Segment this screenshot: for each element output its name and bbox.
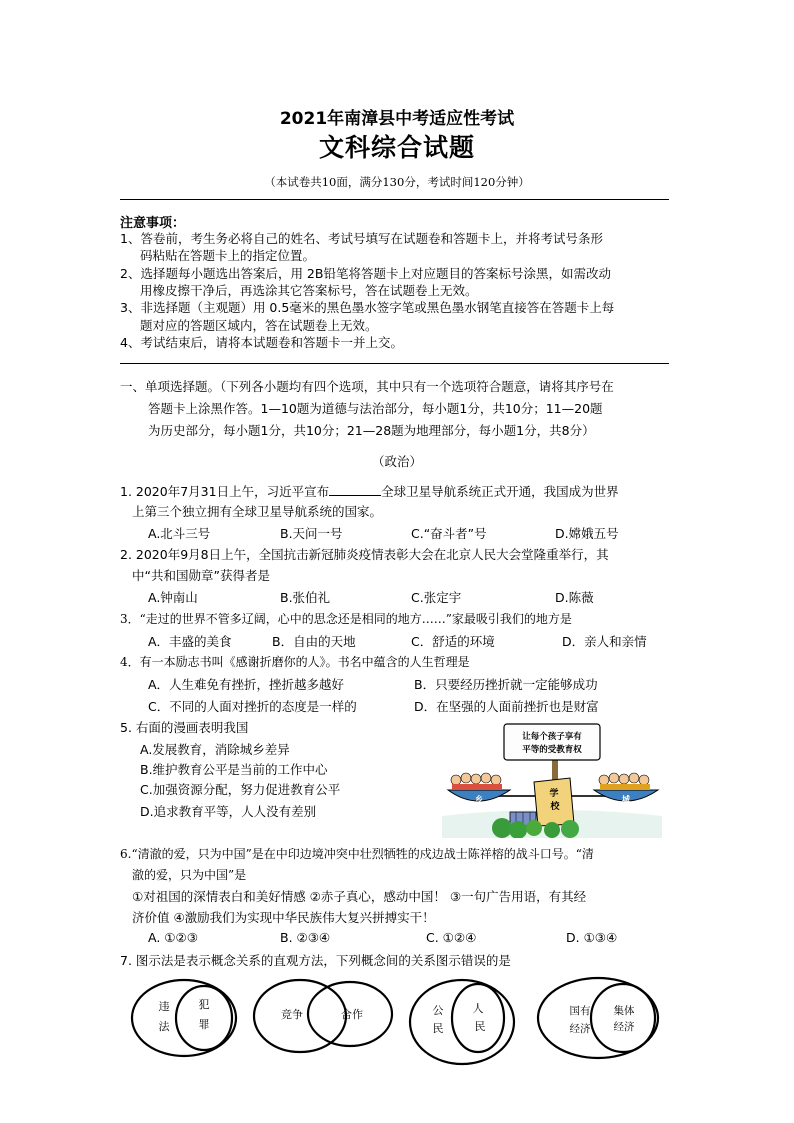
q3-option-d: D．亲人和亲情 [562,634,647,649]
kids-left [451,773,502,790]
divider-top [120,199,669,200]
q3-option-b: B．自由的天地 [272,634,356,649]
q1-option-b: B.天问一号 [280,526,343,541]
diagram-b [254,980,392,1052]
diagram-a-label: 罪 [198,1018,210,1031]
q6-stem-cont: 澈的爱，只为中国”是 [132,868,247,882]
question-1-stem [120,482,619,500]
diagram-c [410,980,514,1064]
notice-line: 1、答卷前，考生务必将自己的姓名、考试号填写在试题卷和答题卡上，并将考试号条形 [120,231,603,246]
q5-option-a: A.发展教育，消除城乡差异 [140,742,290,757]
diagram-a [132,980,236,1056]
section-instruction: 为历史部分，每小题1分，共10分；21—28题为地理部分，每小题1分，共8分） [148,423,595,438]
q5-option-c: C.加强资源分配，努力促进教育公平 [140,782,341,797]
exam-title-line2: 文科综合试题 [318,133,475,162]
sign-text: 平等的受教育权 [522,745,582,755]
notice-line: 码粘贴在答题卡上的指定位置。 [140,248,316,263]
q1-option-a: A.北斗三号 [148,526,211,541]
diagram-a-label: 违 [158,1000,170,1013]
q6-statements: ①对祖国的深情表白和美好情感 ②赤子真心，感动中国！ ③一句广告用语，有其经 [132,889,587,904]
diagram-d [538,978,658,1058]
q6-option-c: C. ①②④ [426,930,477,945]
concept-diagrams [128,974,668,1074]
question-4-stem: 4．有一本励志书叫《感谢折磨你的人》。书名中蕴含的人生哲理是 [120,655,470,669]
q2-stem-cont: 中“共和国勋章”获得者是 [132,568,270,583]
answer-blank [329,485,381,496]
section-instruction: 一、单项选择题。（下列各小题均有四个选项，其中只有一个选项符合题意，请将其序号在 [120,379,614,394]
exam-title-line1: 2021年南漳县中考适应性考试 [279,109,515,129]
diagram-d-label: 经济 [613,1021,635,1033]
q4-option-a: A．人生难免有挫折，挫折越多越好 [148,677,345,692]
notice-line: 2、选择题每小题选出答案后，用 2B铅笔将答题卡上对应题目的答案标号涂黑，如需改动 [120,266,611,281]
school-label: 学 [549,789,559,799]
sign-text: 让每个孩子享有 [522,732,582,742]
diagram-d-label: 国有 [569,1005,591,1017]
divider-bottom [120,363,669,364]
q6-statements-cont: 济价值 ④激励我们为实现中华民族伟大复兴拼搏实干！ [132,910,435,925]
q2-option-a: A.钟南山 [148,590,198,605]
q1-option-d: D.嫦娥五号 [555,526,619,541]
q6-option-d: D. ①③④ [566,930,618,945]
question-2-stem: 2. 2020年9月8日上午，全国抗击新冠肺炎疫情表彰大会在北京人民大会堂隆重举行，其 [120,547,609,562]
q1-stem-cont: 上第三个独立拥有全球卫星导航系统的国家。 [132,504,383,519]
q1-stem-part: 全球卫星导航系统正式开通，我国成为世界 [381,484,619,499]
diagram-c-label: 民 [432,1022,444,1035]
question-6-stem: 6.“清澈的爱，只为中国”是在中印边境冲突中壮烈牺牲的戍边战士陈祥榕的战斗口号。“清 [120,847,594,861]
q2-option-b: B.张伯礼 [280,590,331,605]
diagram-a-label: 犯 [198,998,210,1011]
q6-option-a: A. ①②③ [148,930,198,945]
notice-title: 注意事项： [120,216,186,231]
diagram-c-label: 民 [474,1020,486,1033]
diagram-d-label: 集体 [613,1005,635,1017]
q1-option-c: C.“奋斗者”号 [411,526,487,541]
exam-info: （本试卷共10面，满分130分，考试时间120分钟） [264,175,530,189]
subject-label: （政治） [371,454,422,469]
bushes [492,818,579,838]
q5-option-b: B.维护教育公平是当前的工作中心 [140,762,328,777]
q3-option-a: A．丰盛的美食 [148,634,232,649]
q4-option-d: D．在坚强的人面前挫折也是财富 [414,699,599,714]
q4-option-c: C．不同的人面对挫折的态度是一样的 [148,699,357,714]
kids-right [599,773,650,790]
diagram-a-label: 法 [158,1020,170,1033]
school-label: 校 [550,802,560,812]
question-3-stem: 3．“走过的世界不管多辽阔，心中的思念还是相同的地方……”家最吸引我们的地方是 [120,612,572,626]
question-5-stem: 5. 右面的漫画表明我国 [120,720,249,735]
education-cartoon [442,716,662,838]
notice-line: 题对应的答题区域内，答在试题卷上无效。 [140,318,378,333]
left-bowl-label: 乡 [475,795,483,804]
diagram-d-label: 经济 [569,1023,591,1035]
q2-option-c: C.张定宇 [411,590,462,605]
diagram-c-label: 公 [432,1004,444,1017]
diagram-b-label: 合作 [341,1008,363,1021]
q4-option-b: B．只要经历挫折就一定能够成功 [414,677,598,692]
q5-option-d: D.追求教育平等，人人没有差别 [140,804,317,819]
question-7-stem: 7. 图示法是表示概念关系的直观方法，下列概念间的关系图示错误的是 [120,953,511,968]
q3-option-c: C．舒适的环境 [411,634,495,649]
diagram-b-label: 竞争 [281,1008,303,1021]
q6-option-b: B. ②③④ [280,930,331,945]
q1-stem-part: 1. 2020年7月31日上午，习近平宣布 [120,484,330,499]
notice-line: 用橡皮擦干净后，再选涂其它答案标号，答在试题卷上无效。 [140,283,478,298]
notice-line: 4、考试结束后，请将本试题卷和答题卡一并上交。 [120,335,403,350]
section-instruction: 答题卡上涂黑作答。1—10题为道德与法治部分，每小题1分，共10分；11—20题 [148,401,603,416]
q2-option-d: D.陈薇 [555,590,594,605]
diagram-c-label: 人 [472,1002,484,1015]
notice-line: 3、非选择题（主观题）用 0.5毫米的黑色墨水签字笔或黑色墨水钢笔直接答在答题卡上每 [120,300,615,315]
right-bowl-label: 城 [622,795,630,804]
